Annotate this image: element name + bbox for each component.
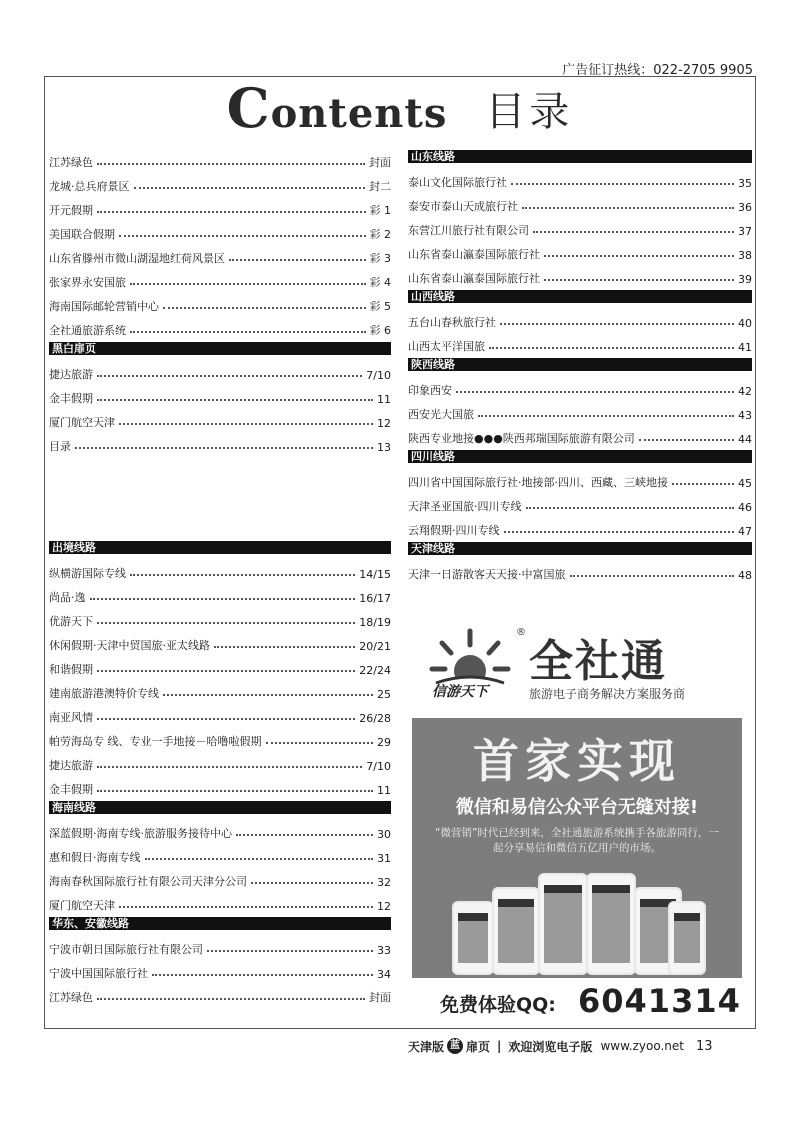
toc-entry[interactable]: [49, 194, 391, 218]
toc-entry-title: 开元假期: [49, 204, 93, 217]
dot-leader: [97, 163, 365, 165]
toc-entry[interactable]: [49, 581, 391, 605]
toc-entry-page: 45: [738, 477, 752, 490]
toc-entry-title: 南亚风情: [49, 711, 93, 724]
ad-hotline: 广告征订热线：022-2705 9905: [562, 63, 753, 78]
toc-entry-title: 目录: [49, 440, 71, 453]
toc-entry-title: 泰山文化国际旅行社: [408, 176, 507, 189]
toc-entry[interactable]: [49, 629, 391, 653]
ad-brand-name: 全社通: [529, 636, 667, 687]
toc-entry-page: 11: [377, 393, 391, 406]
ad-cta-label: 免费体验QQ:: [440, 994, 556, 1016]
toc-entry-page: 封面: [369, 156, 391, 169]
toc-entry[interactable]: [49, 653, 391, 677]
ad-brand-panel: [412, 613, 742, 718]
dot-leader: [511, 183, 734, 185]
toc-entry[interactable]: [49, 170, 391, 194]
toc-entry-title: 五台山春秋旅行社: [408, 316, 496, 329]
toc-entry-page: 44: [738, 433, 752, 446]
phone-mockup: [586, 873, 636, 975]
toc-entry-page: 22/24: [359, 664, 391, 677]
dot-leader: [90, 598, 356, 600]
ad-qq-number: 6041314: [578, 982, 741, 1020]
toc-entry-page: 7/10: [366, 369, 391, 382]
page-footer: [408, 1036, 754, 1056]
ad-cta-bar[interactable]: [412, 978, 742, 1024]
toc-entry-title: 尚品·逸: [49, 591, 86, 604]
dot-leader: [134, 187, 366, 189]
toc-entry-title: 江苏绿色: [49, 156, 93, 169]
toc-entry-title: 云翔假期·四川专线: [408, 524, 500, 537]
toc-entry-title: 建南旅游港澳特价专线: [49, 687, 159, 700]
toc-entry-title: 优游天下: [49, 615, 93, 628]
footer-edition: 天津版: [408, 1039, 445, 1054]
toc-entry-page: 12: [377, 900, 391, 913]
dot-leader: [97, 670, 355, 672]
ad-headline: 首家实现: [473, 734, 681, 788]
toc-entry-page: 43: [738, 409, 752, 422]
toc-entry-page: 40: [738, 317, 752, 330]
dot-leader: [119, 235, 366, 237]
dot-leader: [207, 950, 373, 952]
toc-entry-title: 全社通旅游系统: [49, 324, 126, 337]
dot-leader: [639, 439, 734, 441]
toc-entry-page: 42: [738, 385, 752, 398]
toc-entry-title: 纵横游国际专线: [49, 567, 126, 580]
toc-right-column: [408, 146, 752, 582]
section-header: 华东、安徽线路: [49, 917, 391, 930]
toc-entry-page: 38: [738, 249, 752, 262]
toc-entry-page: 35: [738, 177, 752, 190]
toc-entry[interactable]: [49, 817, 391, 841]
toc-entry[interactable]: [408, 374, 752, 398]
toc-entry-page: 48: [738, 569, 752, 582]
toc-entry[interactable]: [49, 957, 391, 981]
toc-entry[interactable]: [408, 190, 752, 214]
toc-entry[interactable]: [49, 218, 391, 242]
toc-entry-page: 31: [377, 852, 391, 865]
toc-entry[interactable]: [49, 749, 391, 773]
toc-entry-title: 天津圣亚国旅·四川专线: [408, 500, 522, 513]
toc-entry-page: 34: [377, 968, 391, 981]
toc-entry[interactable]: [49, 773, 391, 797]
toc-entry[interactable]: [49, 725, 391, 749]
footer-url-link[interactable]: www.zyoo.net: [600, 1039, 684, 1053]
dot-leader: [97, 998, 365, 1000]
toc-entry-page: 41: [738, 341, 752, 354]
dot-leader: [130, 574, 355, 576]
toc-entry[interactable]: [49, 605, 391, 629]
toc-entry-page: 12: [377, 417, 391, 430]
toc-entry-title: 东营江川旅行社有限公司: [408, 224, 529, 237]
toc-entry-title: 山西太平洋国旅: [408, 340, 485, 353]
toc-entry-page: 46: [738, 501, 752, 514]
toc-entry-title: 休闲假期·天津中贸国旅·亚太线路: [49, 639, 210, 652]
toc-entry-title: 宁波市朝日国际旅行社有限公司: [49, 943, 203, 956]
title-initial: C: [226, 76, 271, 140]
phone-mockup: [538, 873, 588, 975]
toc-entry-page: 封二: [369, 180, 391, 193]
ad-description: “微营销”时代已经到来，全社通旅游系统携手各旅游同行，一起分享易信和微信五亿用户的市场。: [435, 827, 719, 854]
toc-entry[interactable]: [49, 981, 391, 1005]
section-header: 天津线路: [408, 542, 752, 555]
section-header: 四川线路: [408, 450, 752, 463]
dot-leader: [97, 211, 366, 213]
dot-leader: [97, 718, 355, 720]
phone-mockup: [452, 901, 494, 975]
toc-entry[interactable]: [49, 865, 391, 889]
toc-entry-title: 厦门航空天津: [49, 416, 115, 429]
dot-leader: [236, 834, 373, 836]
dot-leader: [500, 323, 734, 325]
toc-entry[interactable]: [49, 146, 391, 170]
toc-entry[interactable]: [49, 358, 391, 382]
toc-left-column: [49, 146, 391, 1005]
toc-entry-title: 海南春秋国际旅行社有限公司天津分公司: [49, 875, 247, 888]
ad-logo-text: 信游天下: [432, 684, 488, 700]
toc-entry[interactable]: [408, 422, 752, 446]
dot-leader: [672, 483, 734, 485]
toc-entry-page: 37: [738, 225, 752, 238]
toc-entry[interactable]: [408, 262, 752, 286]
toc-entry-page: 25: [377, 688, 391, 701]
footer-separator: |: [497, 1039, 502, 1053]
toc-entry-title: 山东省泰山瀛泰国际旅行社: [408, 248, 540, 261]
toc-entry-page: 彩 2: [369, 228, 391, 241]
registered-mark: ®: [516, 627, 526, 638]
toc-entry-title: 捷达旅游: [49, 368, 93, 381]
toc-entry[interactable]: [408, 558, 752, 582]
toc-entry-page: 彩 1: [369, 204, 391, 217]
ad-phone-mockups: [452, 875, 702, 975]
toc-entry-page: 彩 5: [369, 300, 391, 313]
dot-leader: [163, 307, 366, 309]
toc-entry-page: 20/21: [359, 640, 391, 653]
toc-entry[interactable]: [49, 266, 391, 290]
dot-leader: [119, 423, 373, 425]
dot-leader: [163, 694, 373, 696]
toc-entry-page: 33: [377, 944, 391, 957]
toc-entry[interactable]: [408, 166, 752, 190]
toc-entry-title: 山东省滕州市微山湖湿地红荷风景区: [49, 252, 225, 265]
dot-leader: [119, 906, 373, 908]
toc-entry[interactable]: [49, 701, 391, 725]
toc-entry-title: 江苏绿色: [49, 991, 93, 1004]
title-english: [226, 76, 448, 140]
toc-entry-title: 厦门航空天津: [49, 899, 115, 912]
toc-entry-title: 金丰假期: [49, 783, 93, 796]
toc-entry-title: 四川省中国国际旅行社·地接部·四川、西藏、三峡地接: [408, 476, 668, 489]
toc-entry[interactable]: [408, 330, 752, 354]
dot-leader: [533, 231, 734, 233]
toc-entry-title: 宁波中国国际旅行社: [49, 967, 148, 980]
dot-leader: [97, 622, 355, 624]
toc-entry-page: 36: [738, 201, 752, 214]
quanshetong-advertisement[interactable]: [412, 613, 742, 1024]
toc-entry[interactable]: [408, 466, 752, 490]
toc-entry-page: 26/28: [359, 712, 391, 725]
dot-leader: [251, 882, 373, 884]
spacer: [49, 454, 391, 537]
dot-leader: [544, 255, 734, 257]
toc-entry-page: 18/19: [359, 616, 391, 629]
dot-leader: [478, 415, 734, 417]
footer-seal-icon: 蓝: [447, 1038, 463, 1054]
toc-entry-title: 印象西安: [408, 384, 452, 397]
toc-entry[interactable]: [49, 889, 391, 913]
dot-leader: [97, 375, 362, 377]
toc-entry-page: 彩 6: [369, 324, 391, 337]
toc-entry[interactable]: [49, 290, 391, 314]
dot-leader: [97, 766, 362, 768]
toc-entry[interactable]: [408, 514, 752, 538]
toc-entry[interactable]: [49, 406, 391, 430]
section-header: 陕西线路: [408, 358, 752, 371]
toc-entry-title: 张家界永安国旅: [49, 276, 126, 289]
toc-entry-title: 山东省泰山瀛泰国际旅行社: [408, 272, 540, 285]
toc-entry-page: 16/17: [359, 592, 391, 605]
toc-entry-title: 金丰假期: [49, 392, 93, 405]
toc-entry-title: 西安光大国旅: [408, 408, 474, 421]
dot-leader: [456, 391, 734, 393]
dot-leader: [570, 575, 735, 577]
toc-entry-title: 龙城·总兵府景区: [49, 180, 130, 193]
section-header: 海南线路: [49, 801, 391, 814]
phone-mockup: [492, 887, 540, 975]
toc-entry-page: 32: [377, 876, 391, 889]
dot-leader: [266, 742, 374, 744]
section-header: 出境线路: [49, 541, 391, 554]
dot-leader: [130, 283, 366, 285]
dot-leader: [544, 279, 734, 281]
toc-entry[interactable]: [49, 430, 391, 454]
toc-entry-page: 封面: [369, 991, 391, 1004]
toc-entry-title: 泰安市泰山天成旅行社: [408, 200, 518, 213]
dot-leader: [489, 347, 734, 349]
ad-brand-subtitle: 旅游电子商务解决方案服务商: [529, 687, 686, 701]
toc-entry[interactable]: [408, 214, 752, 238]
title-rest: ontents: [270, 90, 448, 137]
toc-entry[interactable]: [408, 398, 752, 422]
toc-entry[interactable]: [49, 382, 391, 406]
ad-subheadline: 微信和易信公众平台无缝对接!: [455, 797, 699, 818]
toc-entry-page: 7/10: [366, 760, 391, 773]
toc-entry[interactable]: [408, 238, 752, 262]
dot-leader: [214, 646, 355, 648]
toc-entry[interactable]: [49, 314, 391, 338]
footer-page-number: 13: [695, 1038, 713, 1054]
dot-leader: [522, 207, 734, 209]
toc-entry-page: 13: [377, 441, 391, 454]
section-header: 黑白扉页: [49, 342, 391, 355]
section-header: 山东线路: [408, 150, 752, 163]
dot-leader: [145, 858, 374, 860]
footer-section: 扉页: [466, 1039, 491, 1054]
toc-entry[interactable]: [49, 557, 391, 581]
toc-entry[interactable]: [49, 933, 391, 957]
title-chinese: 目录: [485, 88, 574, 135]
dot-leader: [152, 974, 373, 976]
dot-leader: [504, 531, 735, 533]
toc-entry-title: 深蓝假期·海南专线·旅游服务接待中心: [49, 827, 232, 840]
footer-welcome: 欢迎浏览电子版: [508, 1039, 593, 1054]
toc-entry[interactable]: [49, 242, 391, 266]
toc-entry-title: 美国联合假期: [49, 228, 115, 241]
toc-entry-title: 海南国际邮轮营销中心: [49, 300, 159, 313]
toc-entry-page: 39: [738, 273, 752, 286]
toc-entry-page: 47: [738, 525, 752, 538]
dot-leader: [97, 790, 373, 792]
toc-entry-title: 和谐假期: [49, 663, 93, 676]
toc-entry-page: 彩 3: [369, 252, 391, 265]
dot-leader: [75, 447, 373, 449]
toc-entry[interactable]: [49, 677, 391, 701]
toc-entry-title: 帕劳海岛专 线、专业一手地接－哈噜啦假期: [49, 735, 262, 748]
page-title: [0, 76, 800, 140]
toc-entry-page: 14/15: [359, 568, 391, 581]
toc-entry-page: 29: [377, 736, 391, 749]
toc-entry[interactable]: [49, 841, 391, 865]
toc-entry-title: 捷达旅游: [49, 759, 93, 772]
section-header: 山西线路: [408, 290, 752, 303]
toc-entry[interactable]: [408, 490, 752, 514]
toc-entry-page: 11: [377, 784, 391, 797]
dot-leader: [97, 399, 373, 401]
toc-entry-title: 惠和假日·海南专线: [49, 851, 141, 864]
dot-leader: [229, 259, 366, 261]
toc-entry-title: 天津一日游散客天天接·中富国旅: [408, 568, 566, 581]
phone-mockup: [668, 901, 706, 975]
toc-entry-title: 陕西专业地接●●●陕西邦瑞国际旅游有限公司: [408, 432, 635, 445]
dot-leader: [130, 331, 366, 333]
toc-entry-page: 30: [377, 828, 391, 841]
toc-entry[interactable]: [408, 306, 752, 330]
dot-leader: [526, 507, 735, 509]
toc-entry-page: 彩 4: [369, 276, 391, 289]
